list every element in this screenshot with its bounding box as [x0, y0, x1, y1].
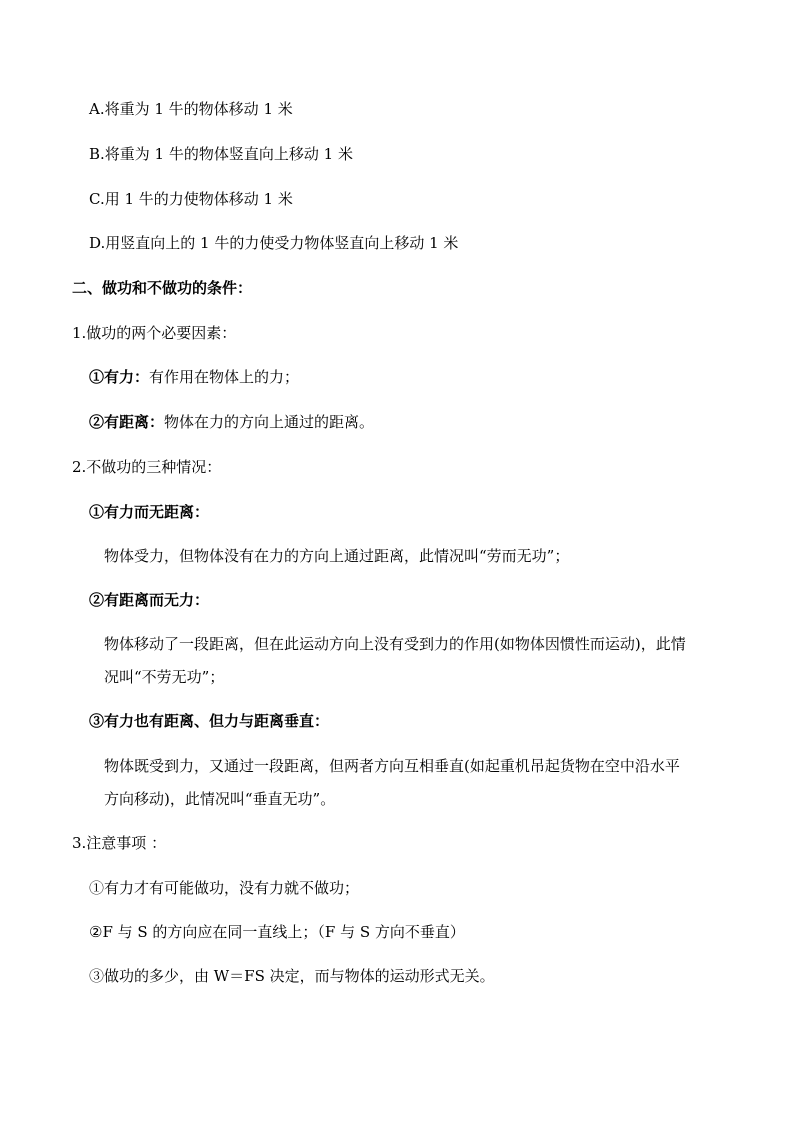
option-c: C.用 1 牛的力使物体移动 1 米	[89, 190, 293, 208]
option-d: D.用竖直向上的 1 牛的力使受力物体竖直向上移动 1 米	[89, 234, 459, 252]
item3-title: 3.注意事项 ：	[72, 834, 167, 852]
option-b: B.将重为 1 牛的物体竖直向上移动 1 米	[89, 145, 353, 163]
factor-1-label: ①有力：	[89, 368, 150, 386]
case-1-desc: 物体受力，但物体没有在力的方向上通过距离，此情况叫“劳而无功”；	[104, 547, 570, 565]
item1-title: 1.做功的两个必要因素：	[72, 324, 237, 342]
note-2: ②F 与 S 的方向应在同一直线上；（F 与 S 方向不垂直）	[89, 923, 465, 941]
case-3-heading: ③有力也有距离、但力与距离垂直：	[89, 712, 330, 730]
factor-1-text: 有作用在物体上的力；	[149, 368, 300, 386]
note-1: ①有力才有可能做功，没有力就不做功；	[89, 879, 360, 897]
option-a: A.将重为 1 牛的物体移动 1 米	[89, 100, 293, 118]
factor-1	[89, 367, 299, 387]
factor-2	[89, 412, 374, 432]
section-heading: 二、做功和不做功的条件：	[72, 279, 253, 297]
factor-2-text: 物体在力的方向上通过的距离。	[164, 413, 375, 431]
case-2-heading: ②有距离而无力：	[89, 591, 210, 609]
case-1-heading: ①有力而无距离：	[89, 503, 210, 521]
case-3-desc-line2: 方向移动)，此情况叫“垂直无功”。	[104, 790, 336, 808]
case-3-desc-line1: 物体既受到力，又通过一段距离，但两者方向互相垂直(如起重机吊起货物在空中沿水平	[104, 757, 680, 775]
item2-title: 2.不做功的三种情况：	[72, 458, 222, 476]
case-2-desc-line2: 况叫“不劳无功”；	[104, 668, 225, 686]
factor-2-label: ②有距离：	[89, 413, 165, 431]
note-3: ③做功的多少，由 W＝FS 决定，而与物体的运动形式无关。	[89, 967, 495, 985]
case-2-desc-line1: 物体移动了一段距离，但在此运动方向上没有受到力的作用(如物体因惯性而运动)，此情	[104, 635, 686, 653]
